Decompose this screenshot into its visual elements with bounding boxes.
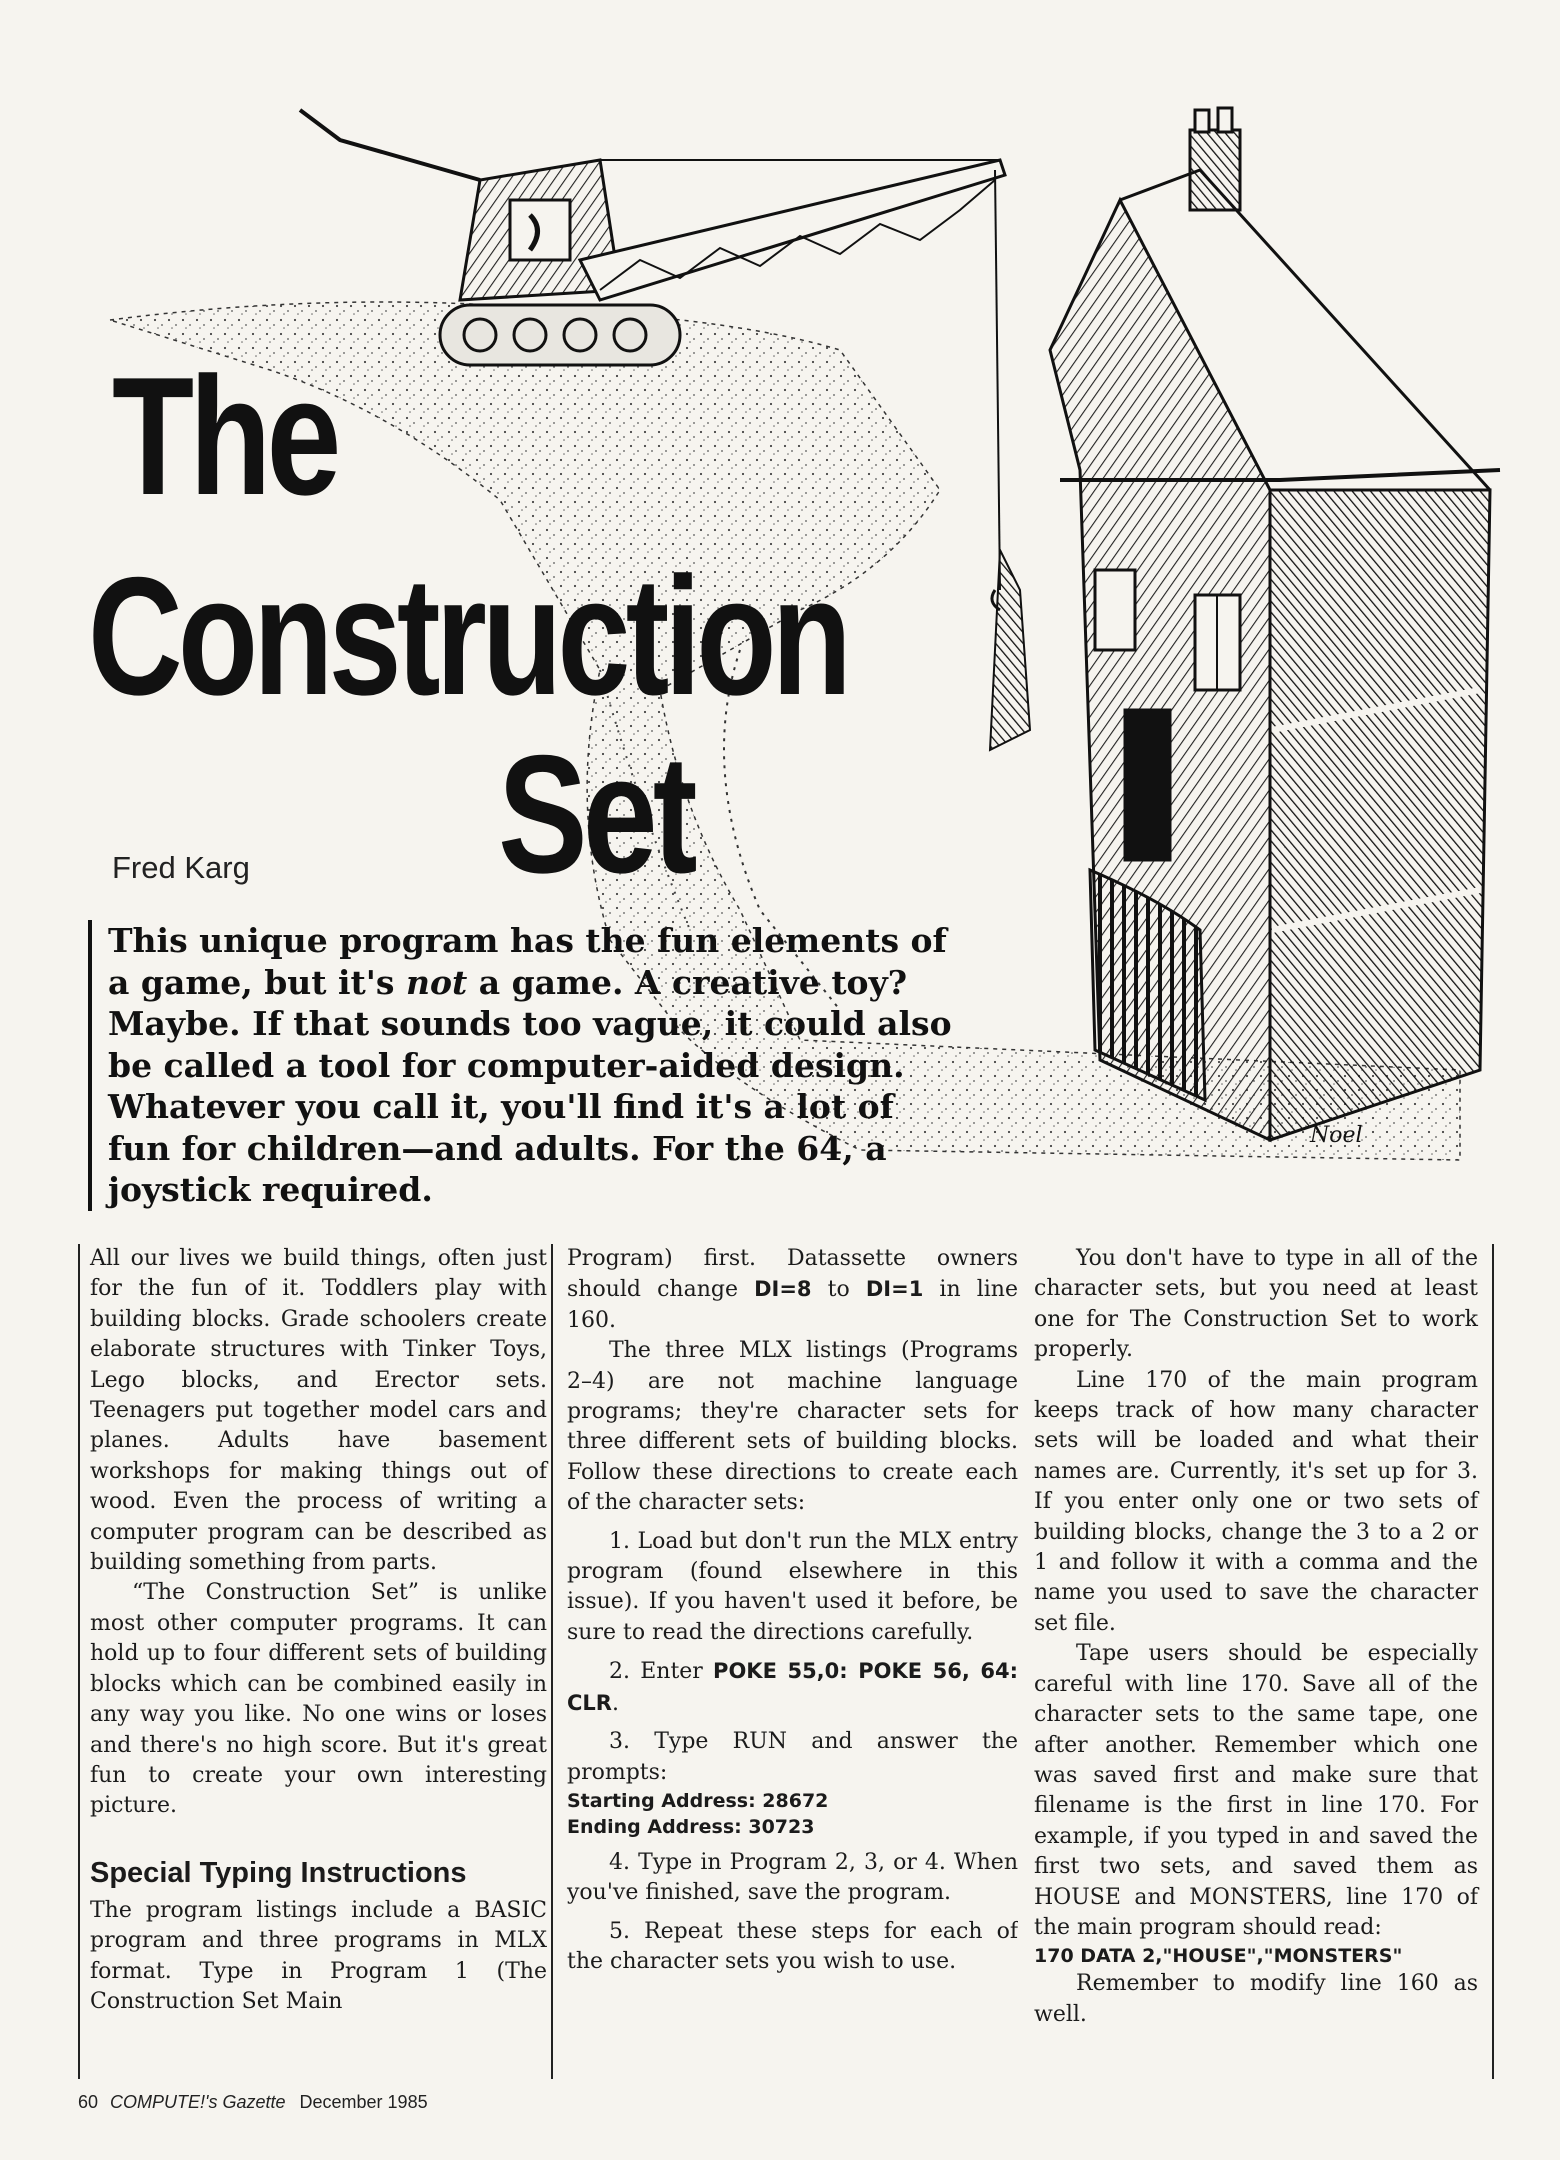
body-column-3 — [1034, 1244, 1494, 2079]
col3-paragraph-1: You don't have to type in all of the character sets, but you need at least one for The Construction Set to work properly. — [1034, 1246, 1478, 1363]
article-deck — [88, 920, 958, 1211]
publication-name: COMPUTE!'s Gazette — [110, 2092, 286, 2112]
col3-paragraph-4: Remember to modify line 160 as well. — [1034, 1971, 1478, 2027]
data-line-170: 170 DATA 2,"HOUSE","MONSTERS" — [1034, 1945, 1403, 1968]
issue-date: December 1985 — [299, 2092, 428, 2112]
step-2 — [567, 1656, 1018, 1719]
article-title-line-3: Set — [498, 720, 693, 908]
body-column-2 — [551, 1244, 1018, 2079]
starting-address: Starting Address: 28672 — [567, 1789, 829, 1812]
tall-house — [1050, 108, 1500, 1140]
col3-paragraph-2: Line 170 of the main program keeps track of how many character sets will be loaded and what their names are. Currently, it's set up for 3. If you enter only one or two sets of building blocks, change the 3 to a 2 or 1 and follow it with a comma and the name you used to save the character set file. — [1034, 1367, 1478, 1636]
step-2-lead: 2. Enter — [609, 1659, 714, 1685]
deck-text-part2: a game. A creative toy? Maybe. If that sounds too vague, it could also be called a tool for computer-aided design. Whatever you call it, you'll find it's a lot of fun for children—and adults. For the 64, a joystick required. — [108, 962, 952, 1209]
code-poke: POKE 55,0: POKE 56, 64: CLR — [567, 1659, 1018, 1715]
col2-paragraph-1 — [567, 1244, 1018, 1336]
page-footer — [78, 2092, 428, 2113]
col2-paragraph-2: The three MLX listings (Programs 2–4) are not machine language programs; they're character sets for three different sets of building blocks. Follow these directions to create each of the character sets: — [567, 1338, 1018, 1516]
page-number: 60 — [78, 2092, 99, 2112]
step-5: 5. Repeat these steps for each of the character sets you wish to use. — [567, 1918, 1018, 1975]
col1-paragraph-2: “The Construction Set” is unlike most other computer programs. It can hold up to four different sets of building blocks which can be combined easily in any way you like. No one wins or loses and there's no high score. But it's great fun to create your own interesting picture. — [90, 1580, 547, 1819]
col1-paragraph-3: The program listings include a BASIC program and three programs in MLX format. Type in Program 1 (The Construction Set Main — [90, 1897, 547, 2014]
body-column-1 — [78, 1244, 561, 2079]
article-title-line-2: Construction — [88, 542, 848, 730]
deck-emphasis: not — [405, 962, 468, 1002]
author-byline: Fred Karg — [112, 850, 250, 885]
ending-address: Ending Address: 30723 — [567, 1815, 815, 1838]
illustrator-signature: Noel — [1310, 1123, 1363, 1148]
col2-p1-text-c: in line 160. — [567, 1277, 1018, 1333]
deck-text-part1: This unique program has the fun elements of a game, but it's — [108, 921, 947, 1002]
step-2-end: . — [611, 1690, 619, 1716]
article-title-line-1: The — [112, 342, 337, 530]
col3-paragraph-3: Tape users should be especially careful with line 170. Save all of the character sets to the same tape, one after another. Remember which one was saved first and make sure that filename is the first in line 170. For example, if you typed in and saved the first two sets, and saved them as HOUSE and MONSTERS, line 170 of the main program should read: — [1034, 1641, 1478, 1940]
step-3: 3. Type RUN and answer the prompts: — [567, 1729, 1018, 1785]
col1-paragraph-1: All our lives we build things, often just for the fun of it. Toddlers play with building blocks. Grade schoolers create elaborate structures with Tinker Toys, Lego blocks, and Erector sets. Teenagers put together model cars and planes. Adults have basement workshops for making things out of wood. Even the process of writing a computer program can be described as building something from parts. — [90, 1246, 547, 1576]
col2-p1-text-b: to — [811, 1277, 866, 1303]
col2-p1-text-a: Program) first. Datassette owners should change — [567, 1246, 1018, 1303]
section-heading: Special Typing Instructions — [90, 1856, 467, 1889]
step-4: 4. Type in Program 2, 3, or 4. When you've finished, save the program. — [567, 1849, 1018, 1906]
code-di8: DI=8 — [754, 1277, 812, 1302]
step-1: 1. Load but don't run the MLX entry program (found elsewhere in this issue). If you haven't used it before, be sure to read the directions carefully. — [567, 1528, 1018, 1645]
code-di1: DI=1 — [865, 1277, 924, 1302]
